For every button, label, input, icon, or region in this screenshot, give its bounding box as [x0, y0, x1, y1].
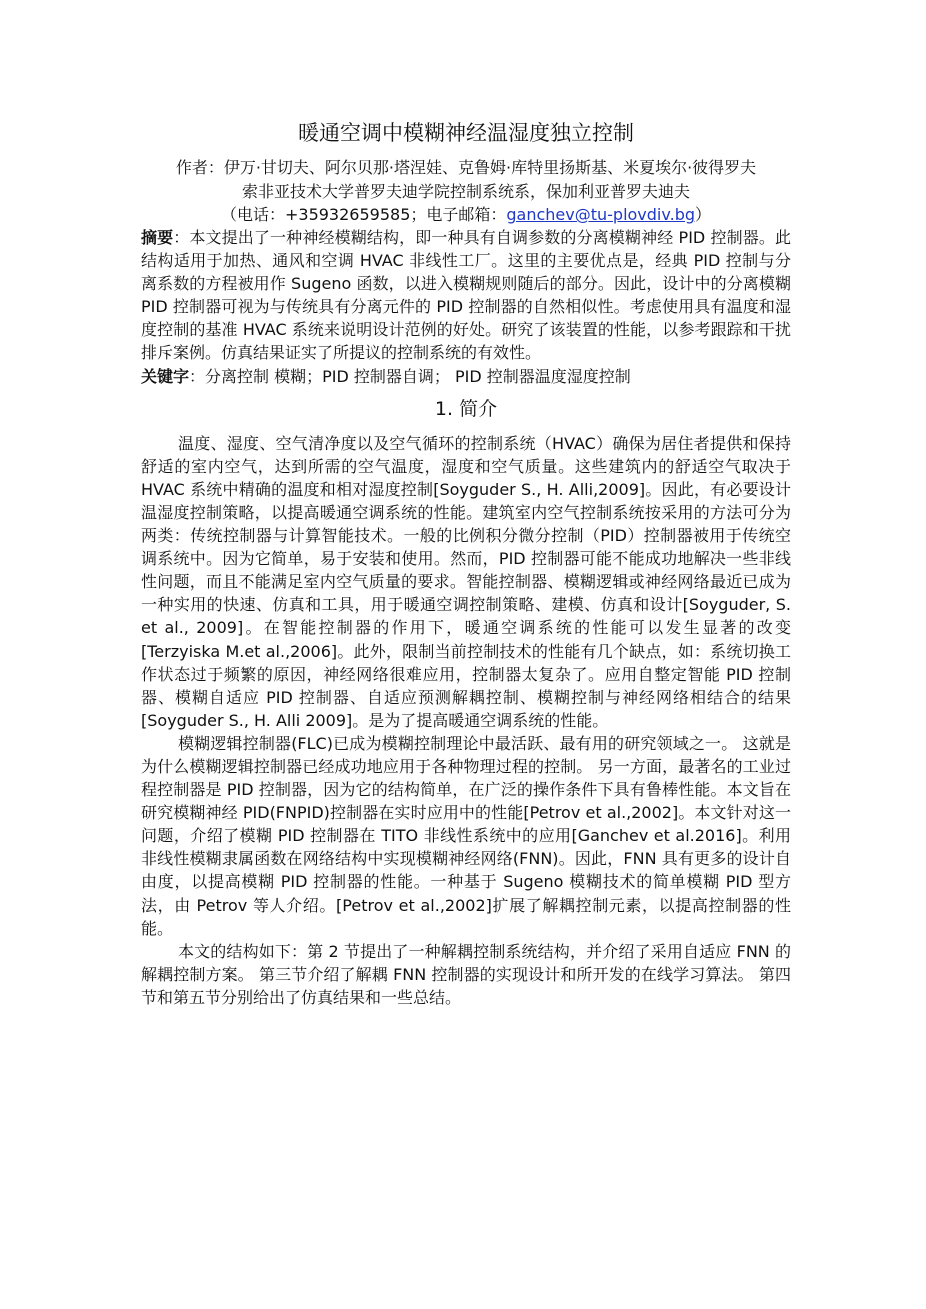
contact-suffix: ） [695, 205, 712, 224]
keywords-text: ：分离控制 模糊；PID 控制器自调； PID 控制器温度湿度控制 [189, 366, 631, 386]
abstract-label: 摘要 [141, 228, 174, 247]
body-paragraph: 模糊逻辑控制器(FLC)已成为模糊控制理论中最活跃、最有用的研究领域之一。 这就是为什么模糊逻辑控制器已经成功地应用于各种物理过程的控制。 另一方面，最著名的工业过程控制器是 PID 控制器，因为它的结构简单，在广泛的操作条件下具有鲁棒性能。本文旨在研究模糊神经 PID(FNPID)控制器在实时应用中的性能[Petrov et al.,2002]。本文针对这一问题，介绍了模糊 PID 控制器在 TITO 非线性系统中的应用[Ganchev et al.2016]。利用非线性模糊隶属函数在网络结构中实现模糊神经网络(FNN)。因此，FNN 具有更多的设计自由度，以提高模糊 PID 控制器的性能。一种基于 Sugeno 模糊技术的简单模糊 PID 型方法，由 Petrov 等人介绍。[Petrov et al.,2002]扩展了解耦控制元素，以提高控制器的性能。 [141, 733, 791, 938]
abstract-text: ：本文提出了一种神经模糊结构，即一种具有自调参数的分离模糊神经 PID 控制器。此结构适用于加热、通风和空调 HVAC 非线性工厂。这里的主要优点是，经典 PID 控制与分离系数的方程被用作 Sugeno 函数，以进入模糊规则随后的部分。因此，设计中的分离模糊 PID 控制器可视为与传统具有分离元件的 PID 控制器的自然相似性。考虑使用具有温度和湿度控制的基准 HVAC 系统来说明设计范例的好处。研究了该装置的性能，以参考跟踪和干扰排斥案例。仿真结果证实了所提议的控制系统的有效性。 [141, 228, 791, 363]
authors: 伊万·甘切夫、阿尔贝那·塔涅娃、克鲁姆·库特里扬斯基、米夏埃尔·彼得罗夫 [223, 158, 757, 177]
section-heading-introduction: 1. 简介 [434, 397, 498, 420]
body-paragraph: 本文的结构如下：第 2 节提出了一种解耦控制系统结构，并介绍了采用自适应 FNN 的解耦控制方案。 第三节介绍了解耦 FNN 控制器的实现设计和所开发的在线学习算法。 第四节和第五节分别给出了仿真结果和一些总结。 [141, 941, 791, 1007]
authors-label: 作者： [175, 158, 224, 177]
contact-line [141, 203, 791, 226]
paper-page [141, 118, 791, 1009]
contact-prefix: （电话：+35932659585；电子邮箱： [220, 205, 507, 224]
body-paragraph: 温度、湿度、空气清净度以及空气循环的控制系统（HVAC）确保为居住者提供和保持舒适的室内空气，达到所需的空气温度，湿度和空气质量。这些建筑内的舒适空气取决于 HVAC 系统中精确的温度和相对湿度控制[Soyguder S., H. Alli,2009]。因此，有必要设计温湿度控制策略，以提高暖通空调系统的性能。建筑室内空气控制系统按采用的方法可分为两类：传统控制器与计算智能技术。一般的比例积分微分控制（PID）控制器被用于传统空调系统中。因为它简单，易于安装和使用。然而，PID 控制器可能不能成功地解决一些非线性问题，而且不能满足室内空气质量的要求。智能控制器、模糊逻辑或神经网络最近已成为一种实用的快速、仿真和工具，用于暖通空调控制策略、建模、仿真和设计[Soyguder, S. et al., 2009]。在智能控制器的作用下，暖通空调系统的性能可以发生显著的改变[Terzyiska M.et al.,2006]。此外，限制当前控制技术的性能有几个缺点，如：系统切换工作状态过于频繁的原因，神经网络很难应用，控制器太复杂了。应用自整定智能 PID 控制器、模糊自适应 PID 控制器、自适应预测解耦控制、模糊控制与神经网络相结合的结果[Soyguder S., H. Alli 2009]。是为了提高暖通空调系统的性能。 [141, 433, 791, 730]
affiliation: 索非亚技术大学普罗夫迪学院控制系统系，保加利亚普罗夫迪夫 [241, 182, 690, 201]
email-link[interactable]: ganchev@tu-plovdiv.bg [506, 205, 695, 224]
paper-title: 暖通空调中模糊神经温湿度独立控制 [298, 121, 634, 145]
keywords-label: 关键字 [141, 366, 190, 386]
abstract [141, 226, 791, 365]
keywords [141, 365, 791, 388]
authors-line [141, 156, 791, 179]
